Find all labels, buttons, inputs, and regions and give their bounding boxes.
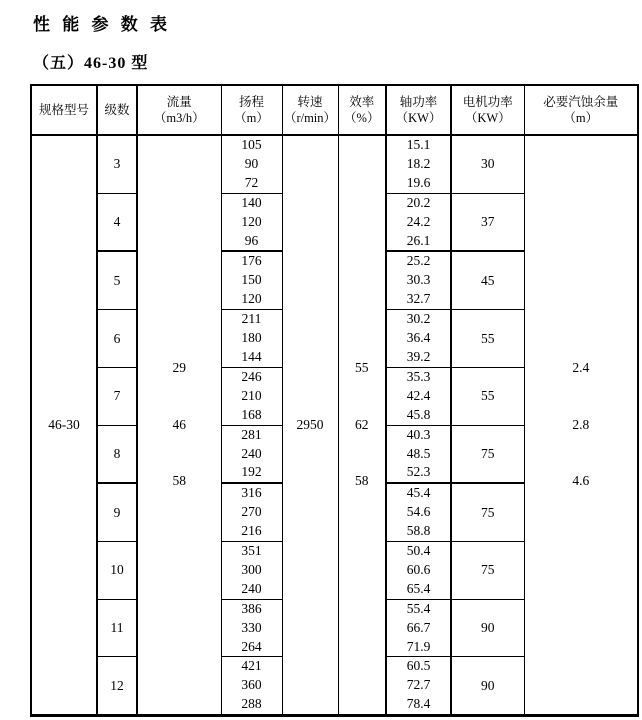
head-cell: [221, 135, 282, 193]
header-label: 效率: [349, 95, 375, 109]
performance-table: [30, 84, 639, 717]
motor-power-cell: 37: [451, 193, 524, 251]
head-value: 176: [241, 253, 262, 269]
head-value: 144: [241, 348, 262, 364]
col-header-model: [31, 85, 97, 135]
stage-cell: 10: [97, 542, 137, 600]
shaft-power-cell: [386, 193, 451, 251]
header-unit: （%）: [344, 111, 380, 125]
shaft-power-value: 35.3: [406, 368, 431, 384]
head-value: 120: [241, 291, 262, 307]
shaft-power-value: 32.7: [406, 291, 431, 307]
header-unit: （m）: [563, 111, 599, 125]
head-value: 360: [241, 677, 262, 693]
shaft-power-value: 40.3: [406, 426, 431, 442]
shaft-power-value: 42.4: [406, 387, 431, 403]
stage-cell: 4: [97, 193, 137, 251]
header-label: 转速: [297, 95, 323, 109]
shaft-power-cell: [386, 310, 451, 368]
motor-power-cell: 45: [451, 251, 524, 309]
col-header-speed: [282, 85, 338, 135]
shaft-power-value: 25.2: [406, 253, 431, 269]
head-value: 216: [241, 523, 262, 539]
efficiency-value: 58: [355, 473, 369, 489]
shaft-power-value: 60.5: [406, 658, 431, 674]
head-cell: [221, 193, 282, 251]
head-value: 150: [241, 272, 262, 288]
head-value: 210: [241, 387, 262, 403]
stage-cell: 5: [97, 251, 137, 309]
head-value: 240: [241, 445, 262, 461]
col-header-motor-power: [451, 85, 524, 135]
col-header-efficiency: [338, 85, 386, 135]
npsh-value: 2.8: [572, 416, 590, 432]
shaft-power-cell: [386, 657, 451, 716]
header-label: 电机功率: [462, 95, 513, 109]
col-header-npsh: [524, 85, 638, 135]
head-cell: [221, 483, 282, 541]
shaft-power-value: 26.1: [406, 232, 431, 248]
shaft-power-cell: [386, 135, 451, 193]
shaft-power-value: 58.8: [406, 523, 431, 539]
stage-cell: 3: [97, 135, 137, 193]
shaft-power-value: 18.2: [406, 155, 431, 171]
shaft-power-value: 66.7: [406, 619, 431, 635]
header-unit: （KW）: [395, 111, 442, 125]
shaft-power-value: 36.4: [406, 330, 431, 346]
col-header-head: [221, 85, 282, 135]
stage-cell: 6: [97, 310, 137, 368]
shaft-power-cell: [386, 542, 451, 600]
shaft-power-value: 65.4: [406, 580, 431, 596]
stage-cell: 9: [97, 483, 137, 541]
header-row: [31, 85, 638, 135]
head-value: 300: [241, 561, 262, 577]
header-unit: （KW）: [464, 111, 511, 125]
head-value: 316: [241, 485, 262, 501]
shaft-power-cell: [386, 251, 451, 309]
motor-power-cell: 30: [451, 135, 524, 193]
stage-cell: 12: [97, 657, 137, 716]
npsh-cell: [524, 135, 638, 716]
header-label: 扬程: [238, 95, 264, 109]
head-value: 211: [241, 311, 262, 327]
motor-power-cell: 90: [451, 599, 524, 657]
shaft-power-cell: [386, 483, 451, 541]
npsh-value: 2.4: [572, 359, 590, 375]
shaft-power-value: 48.5: [406, 445, 431, 461]
shaft-power-value: 50.4: [406, 543, 431, 559]
header-unit: （m）: [234, 111, 269, 125]
col-header-flow: [137, 85, 221, 135]
head-value: 288: [241, 696, 262, 712]
shaft-power-cell: [386, 425, 451, 483]
motor-power-cell: 90: [451, 657, 524, 716]
shaft-power-value: 78.4: [406, 696, 431, 712]
head-value: 168: [241, 406, 262, 422]
page-title: 性 能 参 数 表: [33, 15, 171, 34]
speed-cell: 2950: [282, 135, 338, 716]
head-value: 351: [241, 543, 262, 559]
head-cell: [221, 251, 282, 309]
head-value: 96: [244, 232, 259, 248]
header-label: 级数: [104, 103, 130, 117]
head-value: 140: [241, 194, 262, 210]
shaft-power-value: 15.1: [406, 137, 431, 152]
header-unit: （r/min）: [283, 111, 337, 125]
head-value: 180: [241, 330, 262, 346]
stage-cell: 8: [97, 425, 137, 483]
shaft-power-value: 20.2: [406, 194, 431, 210]
flow-value: 58: [172, 473, 186, 489]
shaft-power-value: 45.4: [406, 485, 431, 501]
table-row: [31, 135, 638, 193]
head-value: 90: [244, 155, 259, 171]
shaft-power-value: 30.2: [406, 311, 431, 327]
head-value: 105: [241, 137, 262, 152]
motor-power-cell: 75: [451, 483, 524, 541]
shaft-power-value: 39.2: [406, 348, 431, 364]
model-cell: 46-30: [31, 135, 97, 716]
head-value: 421: [241, 658, 262, 674]
head-value: 72: [244, 174, 259, 190]
head-value: 192: [241, 464, 262, 480]
col-header-stages: [97, 85, 137, 135]
header-label: 规格型号: [38, 103, 89, 117]
shaft-power-value: 30.3: [406, 272, 431, 288]
header-unit: （m3/h）: [153, 111, 205, 125]
head-value: 240: [241, 580, 262, 596]
motor-power-cell: 55: [451, 367, 524, 425]
efficiency-value: 62: [355, 416, 369, 432]
stage-cell: 11: [97, 599, 137, 657]
head-cell: [221, 599, 282, 657]
efficiency-cell: [338, 135, 386, 716]
head-value: 264: [241, 638, 262, 654]
flow-cell: [137, 135, 221, 716]
motor-power-cell: 55: [451, 310, 524, 368]
head-value: 246: [241, 368, 262, 384]
head-value: 330: [241, 619, 262, 635]
section-subtitle: （五）46-30 型: [33, 55, 149, 72]
shaft-power-value: 71.9: [406, 638, 431, 654]
head-cell: [221, 657, 282, 716]
shaft-power-value: 19.6: [406, 174, 431, 190]
shaft-power-cell: [386, 599, 451, 657]
shaft-power-value: 55.4: [406, 600, 431, 616]
head-value: 120: [241, 213, 262, 229]
header-label: 必要汽蚀余量: [543, 95, 619, 109]
shaft-power-value: 60.6: [406, 561, 431, 577]
header-label: 流量: [166, 95, 192, 109]
head-value: 281: [241, 426, 262, 442]
head-value: 270: [241, 504, 262, 520]
motor-power-cell: 75: [451, 542, 524, 600]
shaft-power-value: 45.8: [406, 406, 431, 422]
npsh-value: 4.6: [572, 473, 590, 489]
flow-value: 29: [172, 359, 186, 375]
stage-cell: 7: [97, 367, 137, 425]
head-value: 386: [241, 600, 262, 616]
shaft-power-value: 54.6: [406, 504, 431, 520]
flow-value: 46: [172, 416, 186, 432]
head-cell: [221, 425, 282, 483]
shaft-power-value: 52.3: [406, 464, 431, 480]
shaft-power-value: 72.7: [406, 677, 431, 693]
shaft-power-cell: [386, 367, 451, 425]
header-label: 轴功率: [399, 95, 438, 109]
efficiency-value: 55: [355, 359, 369, 375]
head-cell: [221, 310, 282, 368]
head-cell: [221, 367, 282, 425]
col-header-shaft-power: [386, 85, 451, 135]
shaft-power-value: 24.2: [406, 213, 431, 229]
motor-power-cell: 75: [451, 425, 524, 483]
head-cell: [221, 542, 282, 600]
